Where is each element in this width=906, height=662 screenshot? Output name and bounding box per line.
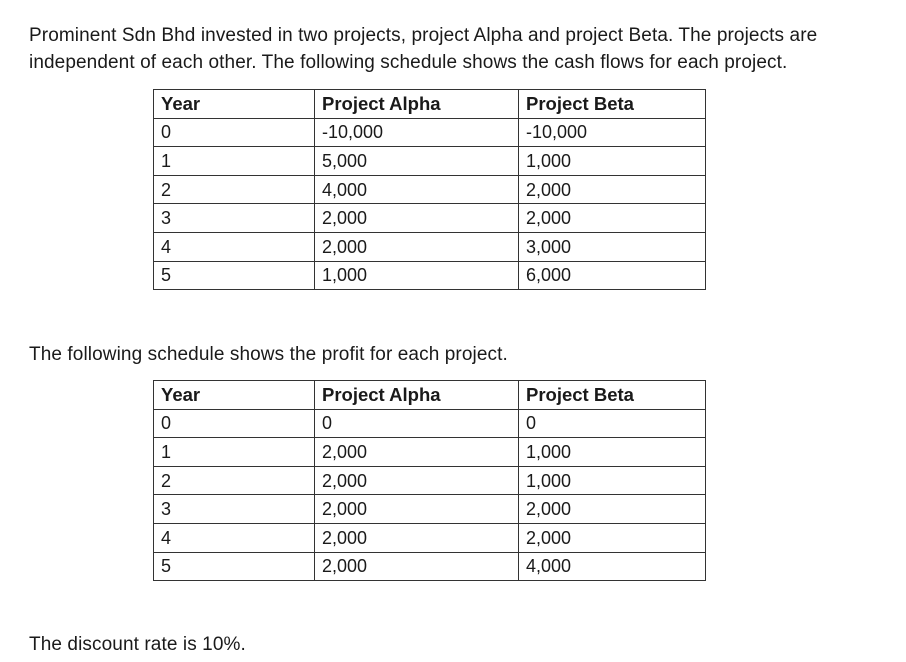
alpha-cell: 2,000	[315, 204, 519, 233]
alpha-cell: 2,000	[315, 466, 519, 495]
table-row	[154, 466, 706, 495]
alpha-cell: 1,000	[315, 261, 519, 290]
beta-cell: 1,000	[519, 147, 706, 176]
table-row	[154, 409, 706, 438]
year-cell: 1	[154, 438, 315, 467]
table-row	[154, 438, 706, 467]
year-cell: 2	[154, 175, 315, 204]
table-header-row	[154, 90, 706, 119]
beta-cell: 1,000	[519, 438, 706, 467]
table-row	[154, 495, 706, 524]
year-cell: 0	[154, 118, 315, 147]
table-row	[154, 175, 706, 204]
table-header-row	[154, 381, 706, 410]
table-row	[154, 523, 706, 552]
alpha-cell: 5,000	[315, 147, 519, 176]
alpha-cell: 2,000	[315, 552, 519, 581]
beta-cell: 1,000	[519, 466, 706, 495]
project-beta-header: Project Beta	[519, 90, 706, 119]
intro-paragraph: Prominent Sdn Bhd invested in two projects, project Alpha and project Beta. The projects are independent of each other. The following schedule shows the cash flows for each project.	[29, 25, 818, 73]
alpha-cell: -10,000	[315, 118, 519, 147]
beta-cell: 2,000	[519, 175, 706, 204]
year-cell: 2	[154, 466, 315, 495]
table-row	[154, 118, 706, 147]
table-row	[154, 232, 706, 261]
alpha-cell: 2,000	[315, 495, 519, 524]
alpha-cell: 0	[315, 409, 519, 438]
beta-cell: 6,000	[519, 261, 706, 290]
year-header: Year	[154, 90, 315, 119]
alpha-cell: 2,000	[315, 523, 519, 552]
profit-table	[153, 380, 706, 581]
beta-cell: 2,000	[519, 523, 706, 552]
project-beta-header: Project Beta	[519, 381, 706, 410]
year-cell: 1	[154, 147, 315, 176]
beta-cell: 2,000	[519, 204, 706, 233]
year-cell: 0	[154, 409, 315, 438]
year-cell: 4	[154, 232, 315, 261]
year-cell: 3	[154, 495, 315, 524]
alpha-cell: 2,000	[315, 232, 519, 261]
table-row	[154, 204, 706, 233]
beta-cell: 4,000	[519, 552, 706, 581]
discount-rate-note: The discount rate is 10%.	[29, 634, 246, 655]
year-cell: 5	[154, 261, 315, 290]
year-cell: 3	[154, 204, 315, 233]
table-row	[154, 147, 706, 176]
year-cell: 4	[154, 523, 315, 552]
beta-cell: 0	[519, 409, 706, 438]
year-header: Year	[154, 381, 315, 410]
cash-flow-table	[153, 89, 706, 290]
profit-intro-paragraph: The following schedule shows the profit for each project.	[29, 344, 508, 365]
beta-cell: -10,000	[519, 118, 706, 147]
beta-cell: 2,000	[519, 495, 706, 524]
table-row	[154, 261, 706, 290]
project-alpha-header: Project Alpha	[315, 381, 519, 410]
alpha-cell: 2,000	[315, 438, 519, 467]
alpha-cell: 4,000	[315, 175, 519, 204]
year-cell: 5	[154, 552, 315, 581]
project-alpha-header: Project Alpha	[315, 90, 519, 119]
table-row	[154, 552, 706, 581]
beta-cell: 3,000	[519, 232, 706, 261]
